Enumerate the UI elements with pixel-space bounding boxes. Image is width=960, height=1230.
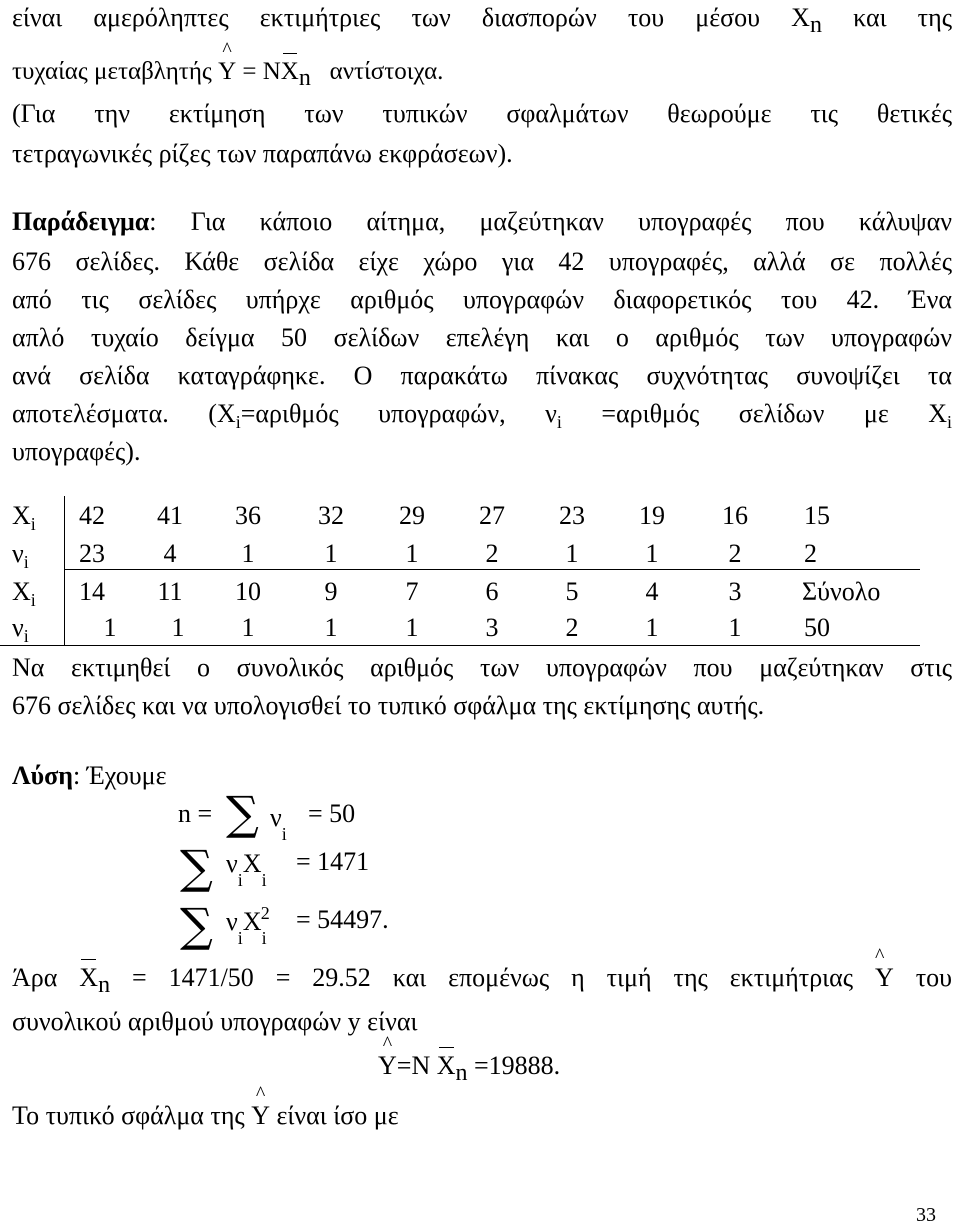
table-cell: 3: [485, 613, 499, 642]
table-cell: 1: [728, 613, 742, 642]
table-cell: 4: [163, 539, 177, 568]
solution-last-line: Το τυπικό σφάλμα της ^ Y είναι ίσο με: [12, 1083, 399, 1130]
table-cell: 3: [728, 577, 742, 606]
row-header-v: $\nu_i$: [12, 539, 29, 573]
table-cell: 1: [241, 539, 255, 568]
table-cell: 6: [485, 577, 499, 606]
sigma-icon: ∑: [180, 840, 213, 894]
table-cell: 2: [804, 539, 817, 568]
sigma-icon: ∑: [180, 898, 213, 952]
sigma-icon: ∑: [226, 786, 259, 840]
table-cell: 11: [157, 577, 183, 606]
table-cell: 23: [79, 539, 105, 568]
table-cell: 1: [171, 613, 185, 642]
row-header-x: $X_i$: [12, 501, 36, 535]
example-line-7: υπογραφές).: [12, 437, 141, 466]
final-estimate: ^ Y=N Xn =19888.: [378, 1033, 561, 1086]
table-row: [12, 536, 920, 572]
sum-vx-value: = 1471: [296, 847, 370, 876]
sum-vx2-value: = 54497.: [296, 905, 389, 934]
table-cell: 27: [479, 501, 505, 530]
table-cell: 1: [324, 539, 338, 568]
table-cell: 1: [324, 613, 338, 642]
example-line-3: από τις σελίδες υπήρχε αριθμός υπογραφών διαφορετικός του 42. Ένα: [12, 285, 952, 314]
x-bar-symbol: X: [281, 56, 299, 88]
table-cell: 1: [645, 539, 659, 568]
example-line-6: αποτελέσματα. ($X_i=\alpha\rho\iota\theta\mu ό\varsigma$ υπογραφών, $\nu_i =\alpha\rho\iota\theta\mu ό\varsigma$ σελίδων με $X_i$: [12, 399, 952, 433]
question-line-1: Να εκτιμηθεί ο συνολικός αριθμός των υπογραφών που μαζεύτηκαν στις: [12, 653, 952, 682]
example-label: Παράδειγμα: [12, 207, 150, 236]
table-cell: 10: [235, 577, 261, 606]
table-cell-total-value: 50: [804, 613, 830, 642]
table-cell: 2: [565, 613, 579, 642]
table-cell: 9: [324, 577, 338, 606]
intro-line-2: τυχαίας μεταβλητής ^ Y = NXn αντίστοιχα.: [12, 39, 444, 91]
table-cell: 19: [639, 501, 665, 530]
y-hat-symbol: ^ Y: [875, 945, 894, 992]
table-cell: 15: [804, 501, 830, 530]
table-cell: 1: [405, 539, 419, 568]
table-cell: 32: [318, 501, 344, 530]
table-row: [12, 610, 920, 646]
table-cell: 7: [405, 577, 419, 606]
x-bar-symbol: X: [79, 963, 99, 992]
sum-vx2-term: $\nu_iX$ 2 $_i$: [226, 903, 270, 949]
example-line-4: απλό τυχαίο δείγμα 50 σελίδων επελέγη και ο αριθμός των υπογραφών: [12, 323, 952, 352]
table-cell: 1: [405, 613, 419, 642]
solution-line-2: συνολικού αριθμού υπογραφών y είναι: [12, 1007, 418, 1036]
table-cell: 4: [645, 577, 659, 606]
table-cell: 1: [565, 539, 579, 568]
table-cell: 1: [103, 613, 117, 642]
intro-line-1: είναι αμερόληπτες εκτιμήτριες των διασπορών του μέσου Xn και της: [12, 3, 953, 38]
table-cell: 23: [559, 501, 585, 530]
table-cell: 2: [485, 539, 499, 568]
solution-label: Λύση: [12, 761, 74, 790]
row-header-v: $\nu_i$: [12, 613, 29, 647]
sum-n-value: = 50: [308, 799, 356, 828]
y-hat-symbol: ^ Y: [218, 39, 237, 85]
intro-line-4: τετραγωνικές ρίζες των παραπάνω εκφράσεων).: [12, 139, 513, 168]
table-row: [12, 498, 920, 534]
table-cell-total-label: Σύνολο: [802, 577, 881, 606]
solution-intro: Λύση: Έχουμε: [12, 761, 167, 790]
table-cell: 41: [157, 501, 183, 530]
example-line-5: ανά σελίδα καταγράφηκε. Ο παρακάτω πίνακας συχνότητας συνοψίζει τα: [12, 361, 952, 390]
sum-n-term: $\nu_i$: [270, 803, 287, 845]
x-bar-symbol: X: [791, 3, 810, 32]
sum-n: n =: [178, 799, 213, 828]
table-cell: 16: [722, 501, 748, 530]
table-row: [12, 574, 920, 610]
solution-ara-line: Άρα Xn = 1471/50 = 29.52 και επομένως η τιμή της εκτιμήτριας ^ Y του: [12, 945, 953, 998]
intro-line-3: (Για την εκτίμηση των τυπικών σφαλμάτων θεωρούμε τις θετικές: [12, 99, 952, 128]
example-line-2: 676 σελίδες. Κάθε σελίδα είχε χώρο για 42 υπογραφές, αλλά σε πολλές: [12, 247, 952, 276]
table-cell: 5: [565, 577, 579, 606]
y-hat-symbol: ^ Y: [378, 1033, 397, 1080]
sum-vx-term: $\nu_iX_i$: [226, 849, 267, 891]
page-number: 33: [916, 1204, 936, 1226]
table-cell: 42: [79, 501, 105, 530]
y-hat-symbol: ^ Y: [251, 1083, 270, 1130]
x-bar-symbol: X: [436, 1051, 456, 1080]
table-cell: 2: [728, 539, 742, 568]
table-cell: 1: [645, 613, 659, 642]
table-cell: 29: [399, 501, 425, 530]
question-line-2: 676 σελίδες και να υπολογισθεί το τυπικό σφάλμα της εκτίμησης αυτής.: [12, 691, 765, 720]
table-cell: 1: [241, 613, 255, 642]
table-cell: 14: [79, 577, 105, 606]
row-header-x: $X_i$: [12, 577, 36, 611]
example-line-1: Παράδειγμα: Για κάποιο αίτημα, μαζεύτηκαν υπογραφές που κάλυψαν: [12, 207, 952, 236]
table-cell: 36: [235, 501, 261, 530]
